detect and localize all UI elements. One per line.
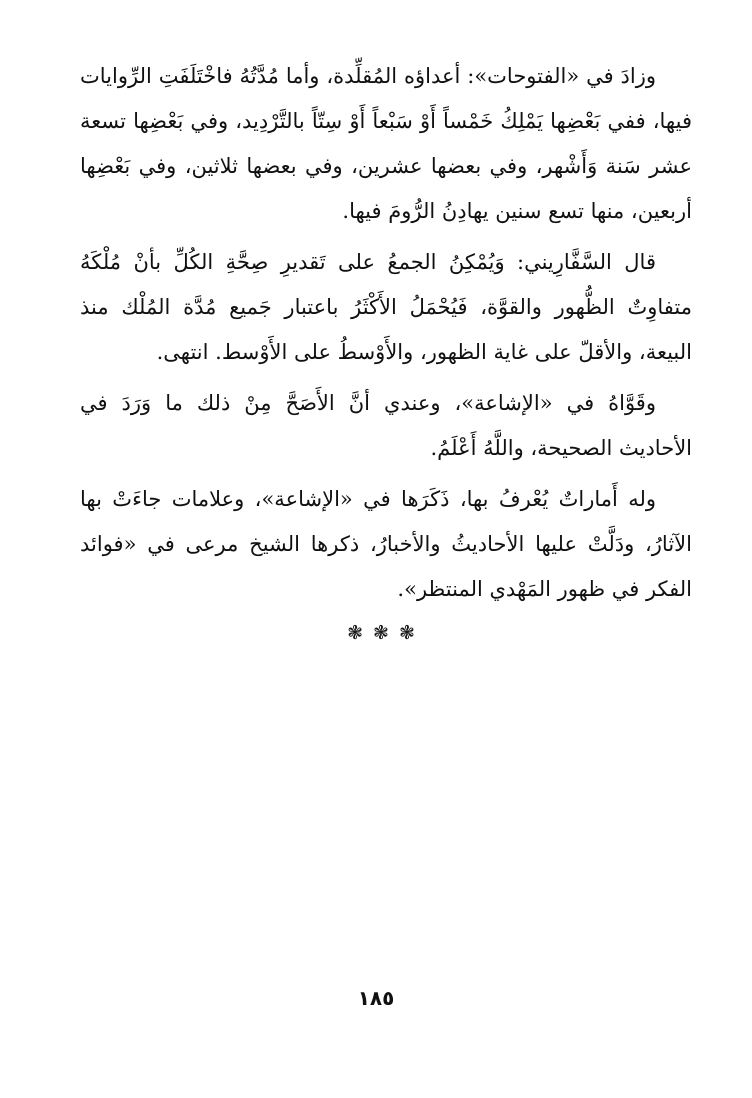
paragraph-3: وقَوَّاهُ في «الإشاعة»، وعندي أنَّ الأَصَحَّ مِنْ ذلك ما وَرَدَ في الأحاديث الصحيحة، واللَّهُ أَعْلَمُ. <box>80 391 692 460</box>
page-number: ١٨٥ <box>357 986 395 1010</box>
paragraph-2: قال السَّفَّارِيني: وَيُمْكِنُ الجمعُ على تَقديرِ صِحَّةِ الكُلِّ بأنْ مُلْكَهُ متفاوِتٌ الظُّهور والقوَّة، فَيُحْمَلُ الأَكْثَرُ باعتبار جَميع مُدَّة المُلْك منذ البيعة، والأقلّ على غاية الظهور، والأَوْسطُ على الأَوْسط. انتهى. <box>80 250 692 364</box>
paragraph-4: وله أَماراتٌ يُعْرفُ بها، ذَكَرَها في «الإشاعة»، وعلامات جاءَتْ بها الآثارُ، ودَلَّتْ عليها الأحاديثُ والأخبارُ، ذكرها الشيخ مرعى في «فوائد الفكر في ظهور المَهْدي المنتظر». <box>80 487 692 601</box>
section-divider-ornament-icon: ❃❃❃ <box>347 622 425 644</box>
page-body <box>80 54 692 644</box>
paragraph-1: وزادَ في «الفتوحات»: أعداؤه المُقلِّدة، وأما مُدَّتُهُ فاخْتَلَفَتِ الرِّوايات فيها، ففي بَعْضِها يَمْلِكُ خَمْساً أَوْ سَبْعاً أَوْ سِتّاً بالتَّرْدِيد، وفي بَعْضِها تسعة عشر سَنة وَأَشْهر، وفي بعضها عشرين، وفي بعضها ثلاثين، وفي بَعْضِها أربعين، منها تسع سنين يهادِنُ الرُّومَ فيها. <box>80 64 692 223</box>
